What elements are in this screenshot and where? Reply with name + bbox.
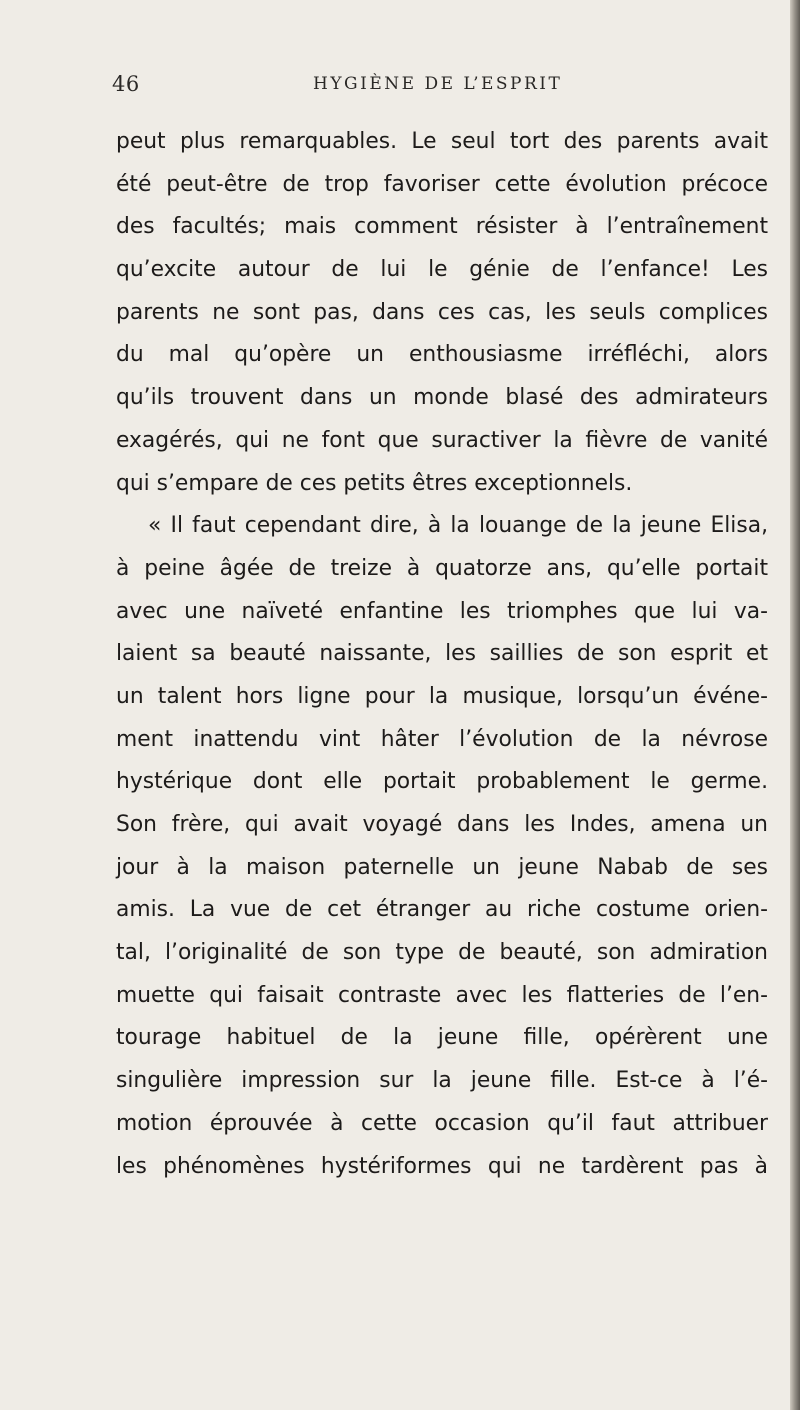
text-line: qu’excite autour de lui le génie de l’enfance! Les — [116, 257, 768, 283]
text-line: du mal qu’opère un enthousiasme irréfléchi, alors — [116, 342, 768, 368]
text-line: tourage habituel de la jeune fille, opérèrent une — [116, 1025, 768, 1051]
text-line: amis. La vue de cet étranger au riche costume orien- — [116, 897, 768, 923]
text-line: les phénomènes hystériformes qui ne tardèrent pas à — [116, 1153, 768, 1179]
running-head: HYGIÈNE DE L’ESPRIT — [313, 74, 563, 94]
page-number: 46 — [112, 72, 140, 96]
text-line: « Il faut cependant dire, à la louange de la jeune Elisa, — [148, 513, 768, 539]
text-line: ment inattendu vint hâter l’évolution de la névrose — [116, 726, 768, 752]
text-line: singulière impression sur la jeune fille. Est-ce à l’é- — [116, 1068, 768, 1094]
text-line: motion éprouvée à cette occasion qu’il faut attribuer — [116, 1110, 768, 1136]
text-line: parents ne sont pas, dans ces cas, les seuls complices — [116, 299, 768, 325]
text-line: Son frère, qui avait voyagé dans les Indes, amena un — [116, 812, 768, 837]
text-line: tal, l’originalité de son type de beauté, son admiration — [116, 940, 768, 966]
text-line: qu’ils trouvent dans un monde blasé des admirateurs — [116, 385, 768, 411]
text-line: des facultés; mais comment résister à l’entraînement — [116, 214, 768, 240]
text-line: exagérés, qui ne font que suractiver la fièvre de vanité — [116, 427, 768, 453]
text-line: laient sa beauté naissante, les saillies de son esprit et — [116, 641, 768, 667]
text-line: qui s’empare de ces petits êtres exceptionnels. — [116, 470, 633, 496]
body-text — [116, 121, 768, 1188]
text-line: un talent hors ligne pour la musique, lorsqu’un événe- — [116, 683, 768, 709]
text-line: muette qui faisait contraste avec les flatteries de l’en- — [116, 982, 768, 1008]
page-header — [0, 72, 790, 102]
text-line: peut plus remarquables. Le seul tort des parents avait — [116, 129, 768, 154]
text-line: à peine âgée de treize à quatorze ans, qu’elle portait — [116, 555, 768, 581]
text-line: jour à la maison paternelle un jeune Nabab de ses — [116, 854, 768, 880]
text-line: été peut-être de trop favoriser cette évolution précoce — [116, 171, 768, 197]
page-binding-edge — [790, 0, 800, 1410]
text-line: avec une naïveté enfantine les triomphes que lui va- — [116, 598, 768, 624]
text-line: hystérique dont elle portait probablement le germe. — [116, 769, 768, 795]
